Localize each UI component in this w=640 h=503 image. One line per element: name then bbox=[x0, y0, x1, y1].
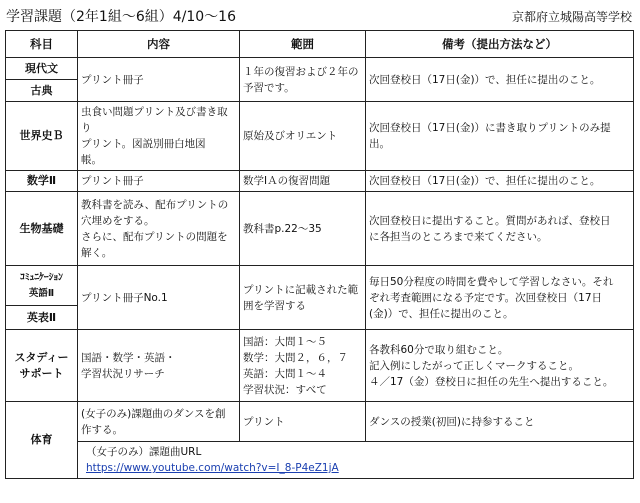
content-cell: プリント冊子No.1 bbox=[78, 266, 240, 330]
url-cell bbox=[78, 442, 634, 479]
column-header-notes: 備考（提出方法など） bbox=[366, 31, 634, 58]
notes-cell: 次回登校日（17日(金)）で、担任に提出のこと。 bbox=[366, 58, 634, 102]
content-cell: 国語・数学・英語・ 学習状況リサーチ bbox=[78, 330, 240, 402]
subject-cell: ｺﾐｭﾆｹｰｼｮﾝ 英語Ⅱ bbox=[6, 266, 78, 306]
subject-cell: 体育 bbox=[6, 402, 78, 479]
notes-cell: ダンスの授業(初回)に持参すること bbox=[366, 402, 634, 442]
notes-cell: 各教科60分で取り組むこと。 記入例にしたがって正しくマークすること。 ４／17（金）登校日に担任の先生へ提出すること。 bbox=[366, 330, 634, 402]
table-row bbox=[6, 192, 634, 266]
range-cell: 原始及びオリエント bbox=[240, 102, 366, 171]
subject-cell: 古典 bbox=[6, 80, 78, 102]
content-cell: 虫食い問題プリント及び書き取り プリント。図説別冊白地図 帳。 bbox=[78, 102, 240, 171]
range-cell: プリント bbox=[240, 402, 366, 442]
table-row bbox=[6, 102, 634, 171]
url-label: （女子のみ）課題曲URL bbox=[86, 446, 202, 458]
assignment-table bbox=[5, 30, 634, 479]
table-row bbox=[6, 171, 634, 192]
video-url-link[interactable]: https://www.youtube.com/watch?v=I_8-P4eZ1jA bbox=[86, 462, 339, 474]
table-row bbox=[6, 402, 634, 442]
content-cell: 教科書を読み、配布プリントの 穴埋めをする。 さらに、配布プリントの問題を 解く。 bbox=[78, 192, 240, 266]
subject-cell: 数学Ⅱ bbox=[6, 171, 78, 192]
notes-cell: 毎日50分程度の時間を費やして学習しなさい。それ ぞれ考査範囲になる予定です。次回登校日（17日 (金)）で、担任に提出のこと。 bbox=[366, 266, 634, 330]
subject-cell: スタディー サポート bbox=[6, 330, 78, 402]
range-cell: 教科書p.22～35 bbox=[240, 192, 366, 266]
page-title: 学習課題（2年1組～6組）4/10～16 bbox=[6, 9, 236, 25]
subject-cell: 現代文 bbox=[6, 58, 78, 80]
range-cell: プリントに記載された範 囲を学習する bbox=[240, 266, 366, 330]
column-header-subject: 科目 bbox=[6, 31, 78, 58]
notes-cell: 次回登校日に提出すること。質問があれば、登校日 に各担当のところまで来てください。 bbox=[366, 192, 634, 266]
range-cell: 国語：大問１～５ 数学：大問２，６，７ 英語：大問１～４ 学習状況：すべて bbox=[240, 330, 366, 402]
table-row bbox=[6, 330, 634, 402]
notes-cell: 次回登校日（17日(金)）で、担任に提出のこと。 bbox=[366, 171, 634, 192]
subject-cell: 生物基礎 bbox=[6, 192, 78, 266]
content-cell: プリント冊子 bbox=[78, 171, 240, 192]
content-cell: プリント冊子 bbox=[78, 58, 240, 102]
subject-cell: 世界史Ｂ bbox=[6, 102, 78, 171]
table-header-row bbox=[6, 31, 634, 58]
range-cell: 数学ⅠＡの復習問題 bbox=[240, 171, 366, 192]
table-row bbox=[6, 58, 634, 80]
table-row bbox=[6, 442, 634, 479]
subject-cell: 英表Ⅱ bbox=[6, 306, 78, 330]
school-name: 京都府立城陽高等学校 bbox=[511, 10, 632, 24]
notes-cell: 次回登校日（17日(金)）に書き取りプリントのみ提 出。 bbox=[366, 102, 634, 171]
table-row bbox=[6, 266, 634, 306]
column-header-content: 内容 bbox=[78, 31, 240, 58]
range-cell: １年の復習および２年の 予習です。 bbox=[240, 58, 366, 102]
content-cell: (女子のみ)課題曲のダンスを創 作する。 bbox=[78, 402, 240, 442]
column-header-range: 範囲 bbox=[240, 31, 366, 58]
